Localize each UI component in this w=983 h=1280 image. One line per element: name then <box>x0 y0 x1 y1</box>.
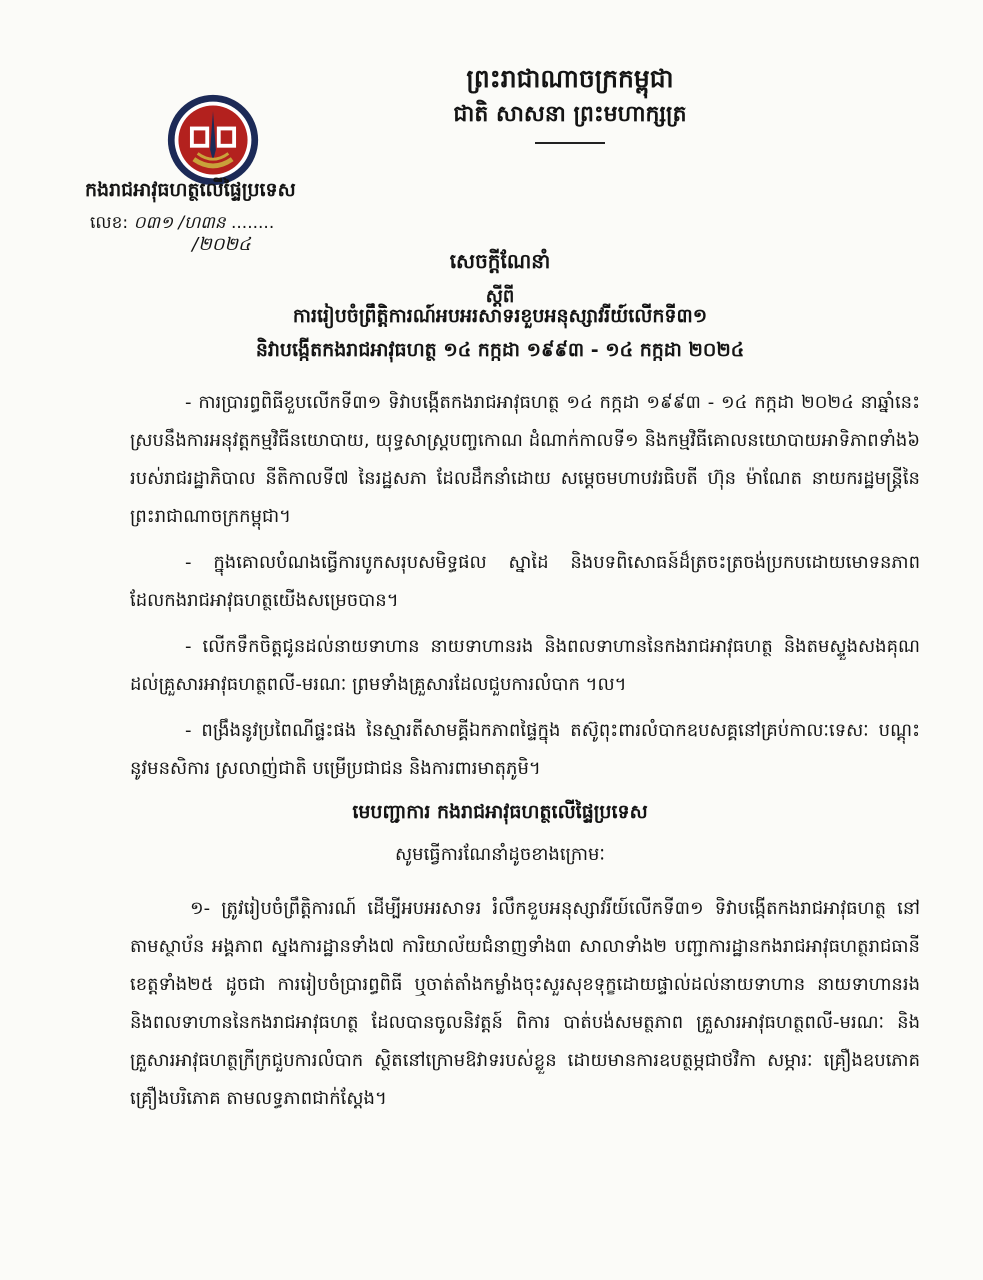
preamble <box>130 384 920 796</box>
commander-heading: មេបញ្ជាការ កងរាជអាវុធហត្ថលើផ្ទៃប្រទេស <box>352 801 648 823</box>
paragraph: - លើកទឹកចិត្តជូនដល់នាយទាហាន នាយទាហានរង និងពលទាហាននៃកងរាជអាវុធហត្ថ និងតមស្ទួងសងគុណដល់គ្រួសារអាវុធហត្ថពលី-មរណៈ ព្រមទាំងគ្រួសារដែលជួបការលំបាក ។ល។ <box>130 636 920 695</box>
instruction-line: សូមធ្វើការណែនាំដូចខាងក្រោមៈ <box>395 844 605 865</box>
reference-dots: ........ <box>231 213 275 233</box>
paragraph: - ក្នុងគោលបំណងធ្វើការបូកសរុបសមិទ្ធផល ស្នាដៃ និងបទពិសោធន៍ដ៏ត្រចះត្រចង់ប្រកបដោយមោទនភាពដែលកងរាជអាវុធហត្ថយើងសម្រេចបាន។ <box>130 552 920 611</box>
issuing-organization: កងរាជអាវុធហត្ថលើផ្ទៃប្រទេស <box>85 179 296 201</box>
instruction-items <box>130 890 920 1126</box>
document-type: សេចក្តីណែនាំ <box>449 249 551 273</box>
paragraph: - ការប្រារព្ធពិធីខួបលើកទី៣១ ទិវាបង្កើតកងរាជអាវុធហត្ថ ១៤ កក្កដា ១៩៩៣ - ១៤ កក្កដា ២០២៤ នាឆ្នាំនេះ ស្របនឹងការអនុវត្តកម្មវិធីនយោបាយ, យុទ្ធសាស្ត្របញ្ចកោណ ដំណាក់កាលទី១ និងកម្មវិធីគោលនយោបាយអាទិភាពទាំង៦ របស់រាជរដ្ឋាភិបាល នីតិកាលទី៧ នៃរដ្ឋសភា ដែលដឹកនាំដោយ សម្តេចមហាបវរធិបតី ហ៊ុន ម៉ាណែត នាយករដ្ឋមន្ត្រីនៃព្រះរាជាណាចក្រកម្ពុជា។ <box>130 392 920 527</box>
kingdom-header <box>340 60 800 144</box>
paragraph: - ពង្រឹងនូវប្រពៃណីផ្ទះផង នៃស្មារតីសាមគ្គីឯកភាពផ្ទៃក្នុង តស៊ូពុះពារលំបាកឧបសគ្គនៅគ្រប់កាលៈទេសៈ បណ្តុះនូវមនសិការ ស្រលាញ់ជាតិ បម្រើប្រជាជន និងការពារមាតុភូមិ។ <box>130 720 920 779</box>
reference-value: ០៣១ /ហ៣ន <box>133 213 226 233</box>
document-about: ស្តីពី <box>485 286 515 307</box>
header-ornament <box>535 142 605 144</box>
gendarmerie-logo <box>165 92 261 188</box>
kingdom-name: ព្រះរាជាណាចក្រកម្ពុជា <box>466 64 674 93</box>
reference-year: /២០២៤ <box>192 234 251 255</box>
instruction-item: ១- ត្រូវរៀបចំព្រឹត្តិការណ៍ ដើម្បីអបអរសាទរ រំលឹកខួបអនុស្សាវរីយ៍លើកទី៣១ ទិវាបង្កើតកងរាជអាវុធហត្ថ នៅតាមស្ថាប័ន អង្គភាព ស្នងការដ្ឋានទាំង៧ ការិយាល័យជំនាញទាំង៣ សាលាទាំង២ បញ្ជាការដ្ឋានកងរាជអាវុធហត្ថរាជធានី ខេត្តទាំង២៥ ដូចជា ការរៀបចំប្រារព្ធពិធី ឬចាត់តាំងកម្លាំងចុះសួរសុខទុក្ខដោយផ្ទាល់ដល់នាយទាហាន នាយទាហានរង និងពលទាហាននៃកងរាជអាវុធហត្ថ ដែលបានចូលនិវត្តន៍ ពិការ បាត់បង់សមត្ថភាព គ្រួសារអាវុធហត្ថពលី-មរណៈ និងគ្រួសារអាវុធហត្ថក្រីក្រជួបការលំបាក ស្ថិតនៅក្រោមឱវាទរបស់ខ្លួន ដោយមានការឧបត្ថម្ភជាថវិកា សម្ភារៈ គ្រឿងឧបភោគ គ្រឿងបរិភោគ តាមលទ្ធភាពជាក់ស្តែង។ <box>130 898 920 1109</box>
reference-label: លេខ: <box>90 213 129 233</box>
document-title-line1: ការរៀបចំព្រឹត្តិការណ៍អបអរសាទរខួបអនុស្សាវរីយ៍លើកទី៣១ <box>292 305 708 327</box>
national-motto: ជាតិ សាសនា ព្រះមហាក្សត្រ <box>453 102 687 127</box>
document-title-line2: និវាបង្កើតកងរាជអាវុធហត្ថ ១៤ កក្កដា ១៩៩៣ - ១៤ កក្កដា ២០២៤ <box>255 339 745 361</box>
